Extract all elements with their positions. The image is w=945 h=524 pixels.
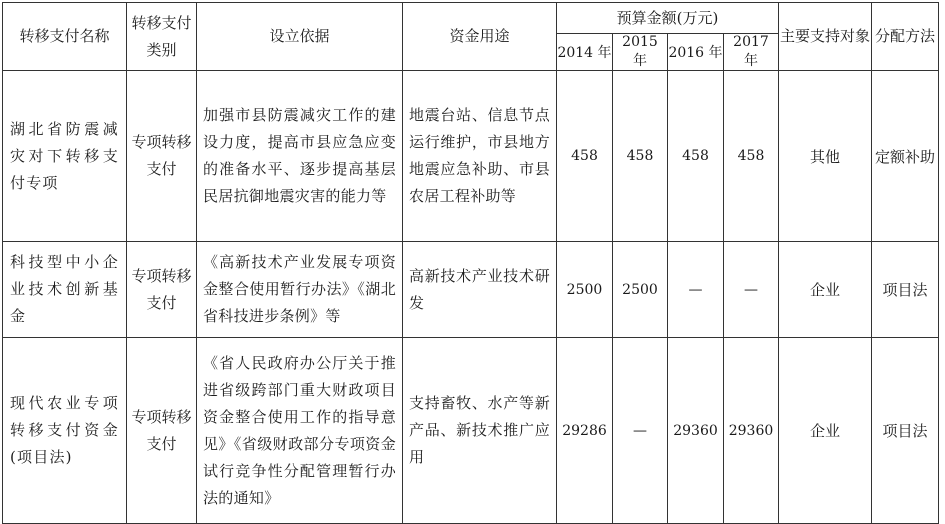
row-basis: 《省人民政府办公厅关于推进省级跨部门重大财政项目资金整合使用工作的指导意见》《省级财政部分专项资金试行竞争性分配管理暂行办法的通知》 [197,338,403,524]
table-row [3,242,939,338]
row-amount-2016: 29360 [668,338,724,524]
transfer-payment-table [2,2,939,524]
header-year-2014: 2014 年 [557,34,613,71]
header-row-1 [3,3,939,34]
row-amount-2014: 2500 [557,242,613,338]
row-amount-2014: 29286 [557,338,613,524]
row-method: 项目法 [872,242,939,338]
row-amount-2016: 458 [668,71,724,242]
row-name: 湖北省防震减灾对下转移支付专项 [3,71,127,242]
row-amount-2016: — [668,242,724,338]
row-amount-2015: 458 [613,71,668,242]
row-basis: 加强市县防震减灾工作的建设力度，提高市县应急应变的准备水平、逐步提高基层民居抗御地震灾害的能力等 [197,71,403,242]
header-budget: 预算金额(万元) [557,3,779,34]
header-year-2015: 2015 年 [613,34,668,71]
row-basis: 《高新技术产业发展专项资金整合使用暂行办法》《湖北省科技进步条例》等 [197,242,403,338]
header-category: 转移支付类别 [127,3,197,71]
row-name: 科技型中小企业技术创新基金 [3,242,127,338]
row-target: 企业 [779,242,872,338]
header-year-2016: 2016 年 [668,34,724,71]
row-usage: 高新技术产业技术研发 [403,242,557,338]
row-target: 企业 [779,338,872,524]
row-category: 专项转移支付 [127,242,197,338]
header-target: 主要支持对象 [779,3,872,71]
header-year-2017: 2017 年 [724,34,779,71]
header-name: 转移支付名称 [3,3,127,71]
row-method: 项目法 [872,338,939,524]
row-amount-2015: 2500 [613,242,668,338]
row-amount-2017: 458 [724,71,779,242]
table-row [3,71,939,242]
header-basis: 设立依据 [197,3,403,71]
row-name: 现代农业专项转移支付资金(项目法) [3,338,127,524]
row-method: 定额补助 [872,71,939,242]
row-category: 专项转移支付 [127,338,197,524]
row-amount-2015: — [613,338,668,524]
row-amount-2014: 458 [557,71,613,242]
table-row [3,338,939,524]
row-category: 专项转移支付 [127,71,197,242]
row-usage: 支持畜牧、水产等新产品、新技术推广应用 [403,338,557,524]
row-usage: 地震台站、信息节点运行维护，市县地方地震应急补助、市县农居工程补助等 [403,71,557,242]
header-usage: 资金用途 [403,3,557,71]
header-method: 分配方法 [872,3,939,71]
row-amount-2017: 29360 [724,338,779,524]
row-target: 其他 [779,71,872,242]
row-amount-2017: — [724,242,779,338]
